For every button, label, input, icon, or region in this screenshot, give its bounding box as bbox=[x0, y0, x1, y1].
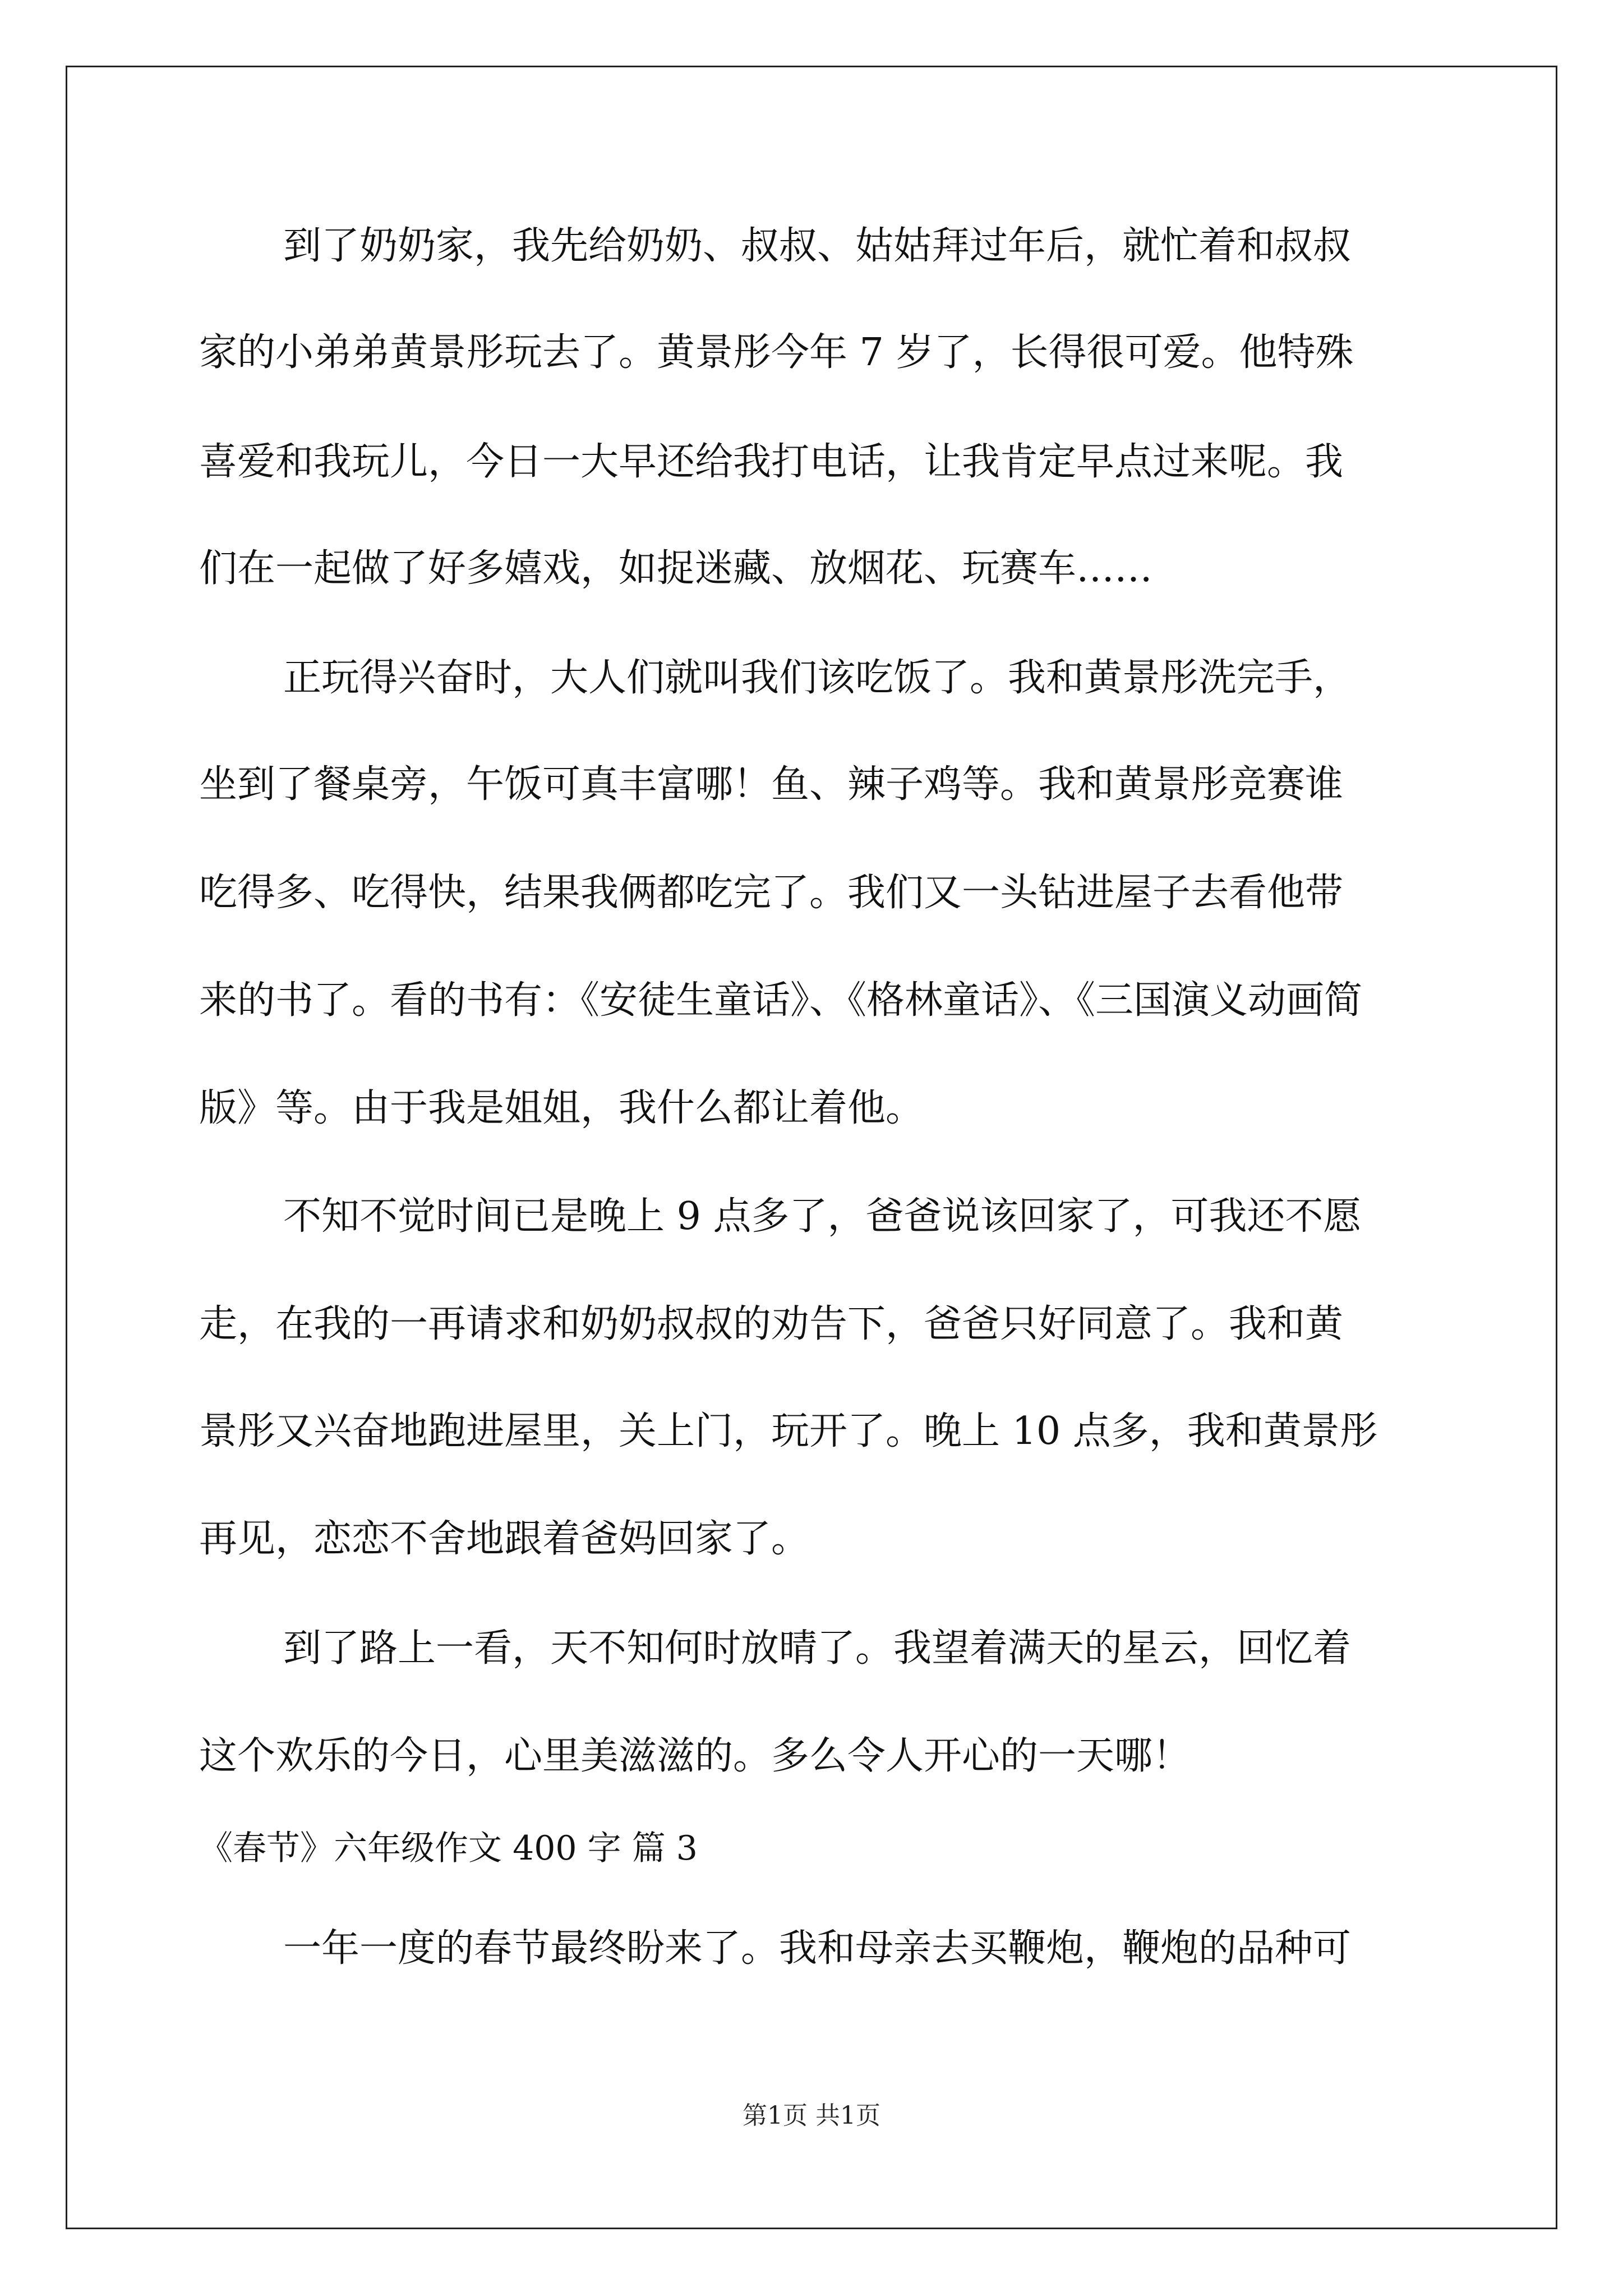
final-paragraph-line-1: 一年一度的春节最终盼来了。我和母亲去买鞭炮，鞭炮的品种可 bbox=[283, 1926, 1352, 1971]
paragraph-3-line-1: 不知不觉时间已是晚上 9 点多了，爸爸说该回家了，可我还不愿 bbox=[283, 1194, 1362, 1239]
section-title: 《春节》六年级作文 400 字 篇 3 bbox=[199, 1829, 698, 1868]
paragraph-3-line-2: 走，在我的一再请求和奶奶叔叔的劝告下，爸爸只好同意了。我和黄 bbox=[199, 1302, 1344, 1346]
paragraph-2-line-2: 坐到了餐桌旁，午饭可真丰富哪！鱼、辣子鸡等。我和黄景彤竞赛谁 bbox=[199, 762, 1344, 807]
paragraph-3-line-4: 再见，恋恋不舍地跟着爸妈回家了。 bbox=[199, 1517, 810, 1561]
paragraph-1-line-4: 们在一起做了好多嬉戏，如捉迷藏、放烟花、玩赛车…… bbox=[199, 546, 1153, 591]
paragraph-4-line-1: 到了路上一看，天不知何时放晴了。我望着满天的星云，回忆着 bbox=[283, 1626, 1352, 1671]
paragraph-2-line-4: 来的书了。看的书有：《安徒生童话》、《格林童话》、《三国演义动画简 bbox=[199, 978, 1363, 1023]
paragraph-2-line-1: 正玩得兴奋时，大人们就叫我们该吃饭了。我和黄景彤洗完手， bbox=[283, 656, 1352, 700]
paragraph-1-line-1: 到了奶奶家，我先给奶奶、叔叔、姑姑拜过年后，就忙着和叔叔 bbox=[283, 224, 1352, 268]
paragraph-1-line-3: 喜爱和我玩儿，今日一大早还给我打电话，让我肯定早点过来呢。我 bbox=[199, 440, 1344, 484]
page-border bbox=[66, 66, 1557, 2229]
paragraph-2-line-5: 版》等。由于我是姐姐，我什么都让着他。 bbox=[199, 1086, 924, 1130]
paragraph-1-line-2: 家的小弟弟黄景彤玩去了。黄景彤今年 7 岁了，长得很可爱。他特殊 bbox=[199, 330, 1354, 375]
page-footer: 第1页 共1页 bbox=[743, 2101, 880, 2130]
paragraph-3-line-3: 景彤又兴奋地跑进屋里，关上门，玩开了。晚上 10 点多，我和黄景彤 bbox=[199, 1409, 1378, 1453]
paragraph-4-line-2: 这个欢乐的今日，心里美滋滋的。多么令人开心的一天哪！ bbox=[199, 1734, 1191, 1778]
paragraph-2-line-3: 吃得多、吃得快，结果我俩都吃完了。我们又一头钻进屋子去看他带 bbox=[199, 871, 1344, 915]
